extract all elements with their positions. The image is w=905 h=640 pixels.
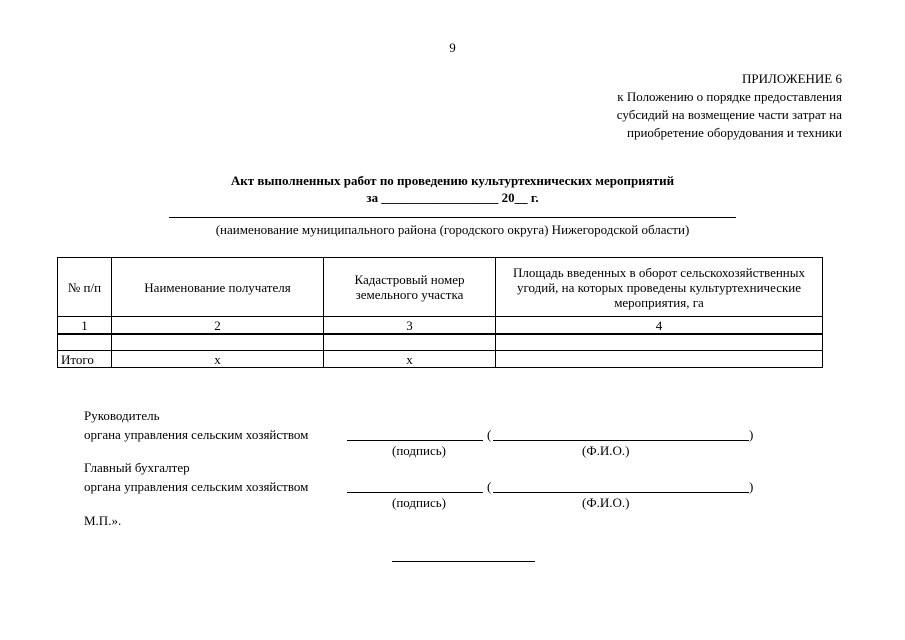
appendix-title: ПРИЛОЖЕНИЕ 6 — [742, 71, 842, 86]
total-cell — [496, 351, 823, 368]
document-title-line: Акт выполненных работ по проведению культуртехнических мероприятий — [230, 173, 675, 188]
accountant-fio-line — [493, 492, 749, 493]
table-header-row — [58, 258, 823, 317]
head-paren-open: ( — [487, 427, 492, 442]
column-number-cell: 1 — [58, 317, 112, 335]
total-label-cell: Итого — [58, 351, 112, 368]
column-number-cell: 3 — [324, 317, 496, 335]
head-signature-line — [347, 440, 483, 441]
accountant-paren-open: ( — [487, 479, 492, 494]
total-cell: х — [324, 351, 496, 368]
accountant-signature-line — [347, 492, 483, 493]
header-cell-area: Площадь введенных в оборот сельскохозяйственных угодий, на которых проведены культуртехнические мероприятия, га — [496, 258, 823, 317]
accountant-fio-caption: (Ф.И.О.) — [582, 495, 630, 510]
table-cell — [496, 334, 823, 351]
header-cell-recipient: Наименование получателя — [112, 258, 324, 317]
document-end-line — [392, 561, 535, 562]
appendix-line: к Положению о порядке предоставления — [617, 89, 842, 104]
accountant-title-line1: Главный бухгалтер — [84, 460, 190, 475]
head-title-line1: Руководитель — [84, 408, 160, 423]
appendix-line: субсидий на возмещение части затрат на — [616, 107, 842, 122]
appendix-line: приобретение оборудования и техники — [627, 125, 842, 140]
appendix-header — [560, 70, 842, 142]
works-table — [57, 257, 823, 368]
accountant-signature-caption: (подпись) — [392, 495, 446, 510]
header-cell-cadastral: Кадастровый номер земельного участка — [324, 258, 496, 317]
accountant-title-line2: органа управления сельским хозяйством — [84, 479, 309, 494]
document-period-line: за __________________ 20__ г. — [366, 190, 539, 205]
head-title-line2: органа управления сельским хозяйством — [84, 427, 309, 442]
table-column-numbers-row — [58, 317, 823, 335]
head-signature-caption: (подпись) — [392, 443, 446, 458]
page-number: 9 — [449, 40, 456, 55]
table-cell — [112, 334, 324, 351]
accountant-paren-close: ) — [749, 479, 754, 494]
head-fio-caption: (Ф.И.О.) — [582, 443, 630, 458]
district-name-line — [169, 217, 736, 218]
district-caption: (наименование муниципального района (городского округа) Нижегородской области) — [215, 222, 690, 237]
column-number-cell: 2 — [112, 317, 324, 335]
header-cell-number: № п/п — [58, 258, 112, 317]
total-cell: х — [112, 351, 324, 368]
table-row — [58, 334, 823, 351]
table-cell — [58, 334, 112, 351]
stamp-placeholder: М.П.». — [84, 513, 122, 528]
document-title — [120, 172, 785, 206]
table-cell — [324, 334, 496, 351]
head-fio-line — [493, 440, 749, 441]
table-total-row — [58, 351, 823, 368]
head-paren-close: ) — [749, 427, 754, 442]
column-number-cell: 4 — [496, 317, 823, 335]
